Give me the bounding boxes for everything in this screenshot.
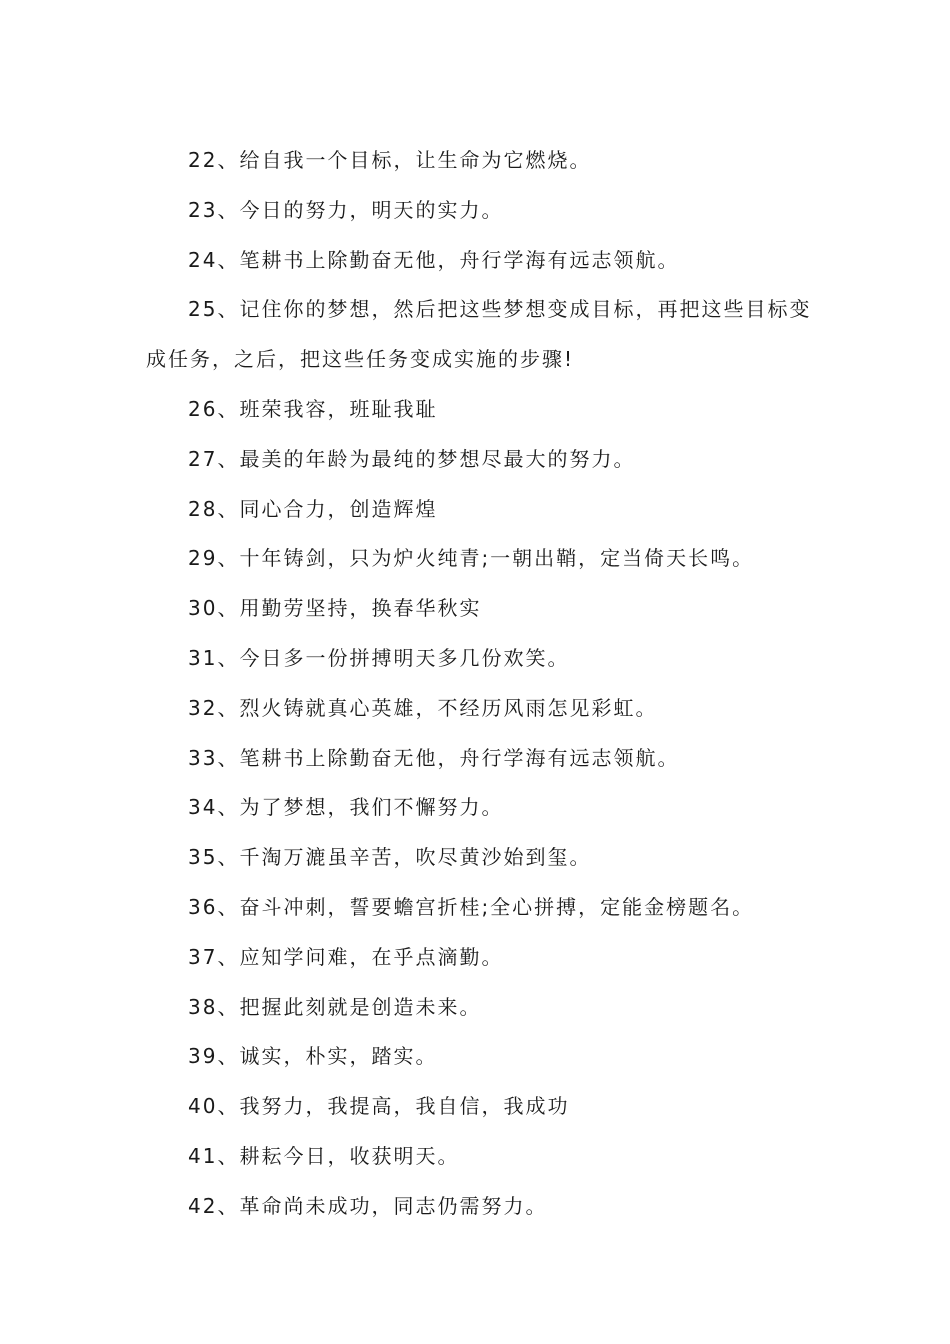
document-body xyxy=(146,136,814,1232)
paragraph-41: 41、耕耘今日，收获明天。 xyxy=(188,1143,460,1168)
paragraph-24: 24、笔耕书上除勤奋无他，舟行学海有远志领航。 xyxy=(188,247,680,272)
paragraph-37: 37、应知学问难，在乎点滴勤。 xyxy=(188,944,504,969)
paragraph-25: 25、记住你的梦想，然后把这些梦想变成目标，再把这些目标变成任务，之后，把这些任务变成实施的步骤! xyxy=(146,297,812,372)
paragraph-39: 39、诚实，朴实，踏实。 xyxy=(188,1044,438,1069)
paragraph-36: 36、奋斗冲刺，誓要蟾宫折桂;全心拼搏，定能金榜题名。 xyxy=(188,894,755,919)
paragraph-27: 27、最美的年龄为最纯的梦想尽最大的努力。 xyxy=(188,446,636,471)
paragraph-26: 26、班荣我容，班耻我耻 xyxy=(188,396,438,421)
paragraph-22: 22、给自我一个目标，让生命为它燃烧。 xyxy=(188,148,592,172)
paragraph-42: 42、革命尚未成功，同志仍需努力。 xyxy=(188,1193,548,1218)
paragraph-34: 34、为了梦想，我们不懈努力。 xyxy=(188,795,504,820)
paragraph-29: 29、十年铸剑，只为炉火纯青;一朝出鞘，定当倚天长鸣。 xyxy=(188,546,755,571)
paragraph-30: 30、用勤劳坚持，换春华秋实 xyxy=(188,596,482,621)
paragraph-28: 28、同心合力，创造辉煌 xyxy=(188,496,438,521)
paragraph-40: 40、我努力，我提高，我自信，我成功 xyxy=(188,1094,570,1119)
paragraph-35: 35、千淘万漉虽辛苦，吹尽黄沙始到玺。 xyxy=(188,845,592,870)
paragraph-38: 38、把握此刻就是创造未来。 xyxy=(188,994,482,1019)
paragraph-33: 33、笔耕书上除勤奋无他，舟行学海有远志领航。 xyxy=(188,745,680,770)
paragraph-31: 31、今日多一份拼搏明天多几份欢笑。 xyxy=(188,645,570,670)
paragraph-23: 23、今日的努力，明天的实力。 xyxy=(188,197,504,222)
paragraph-32: 32、烈火铸就真心英雄，不经历风雨怎见彩虹。 xyxy=(188,695,658,720)
